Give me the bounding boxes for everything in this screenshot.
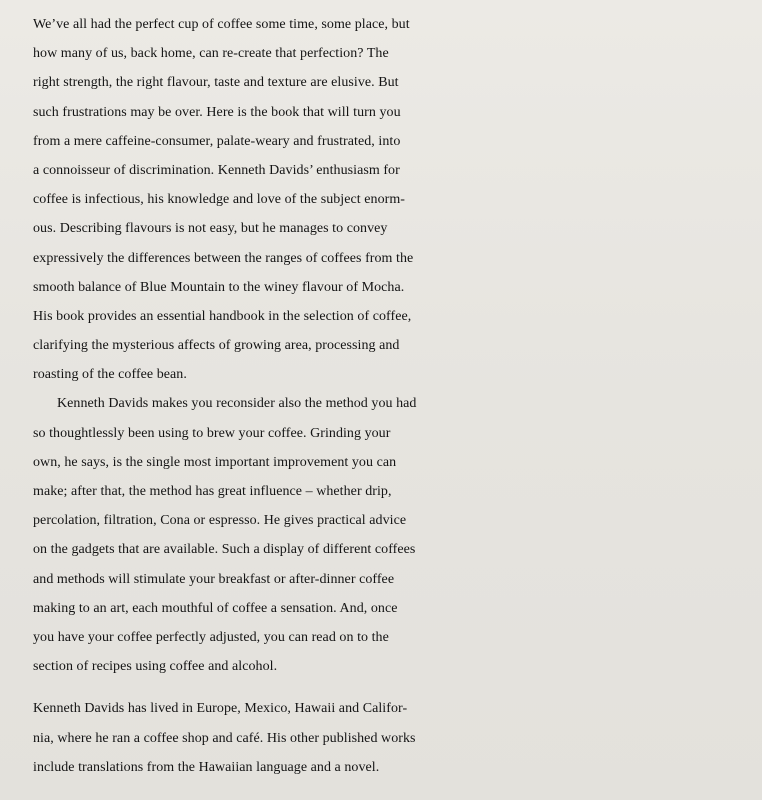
- paragraph-spacer: [33, 681, 762, 694]
- text-line: so thoughtlessly been using to brew your coffee. Grinding your: [33, 425, 391, 441]
- text-line: coffee is infectious, his knowledge and love of the subject enorm-: [33, 192, 405, 208]
- text-line: percolation, filtration, Cona or espresso. He gives practical advice: [33, 513, 407, 529]
- text-line: roasting of the coffee bean.: [33, 367, 187, 383]
- blurb-paragraph-2: [33, 389, 762, 681]
- text-line: how many of us, back home, can re-create that perfection? The: [33, 46, 389, 62]
- text-line: section of recipes using coffee and alcohol.: [33, 659, 278, 675]
- text-line: from a mere caffeine-consumer, palate-weary and frustrated, into: [33, 133, 401, 149]
- blurb-paragraph-1: [33, 10, 762, 389]
- text-line: expressively the differences between the ranges of coffees from the: [33, 250, 414, 266]
- text-line: We’ve all had the perfect cup of coffee some time, some place, but: [33, 17, 410, 32]
- author-bio-paragraph: [33, 694, 762, 782]
- text-line: ous. Describing flavours is not easy, but he manages to convey: [33, 221, 388, 237]
- text-line: own, he says, is the single most important improvement you can: [33, 454, 397, 470]
- text-line: nia, where he ran a coffee shop and café. His other published works: [33, 730, 416, 746]
- text-line: a connoisseur of discrimination. Kenneth Davids’ enthusiasm for: [33, 162, 400, 178]
- text-line: such frustrations may be over. Here is the book that will turn you: [33, 104, 401, 120]
- text-line: you have your coffee perfectly adjusted, you can read on to the: [33, 629, 389, 645]
- text-line: clarifying the mysterious affects of growing area, processing and: [33, 338, 400, 354]
- text-line: making to an art, each mouthful of coffee a sensation. And, once: [33, 600, 398, 616]
- text-line: right strength, the right flavour, taste and texture are elusive. But: [33, 75, 399, 91]
- text-line: smooth balance of Blue Mountain to the winey flavour of Mocha.: [33, 279, 405, 295]
- text-line: include translations from the Hawaiian language and a novel.: [33, 759, 380, 775]
- text-line: on the gadgets that are available. Such a display of different coffees: [33, 542, 416, 558]
- text-line: Kenneth Davids makes you reconsider also the method you had: [57, 396, 417, 412]
- text-line: make; after that, the method has great influence – whether drip,: [33, 484, 392, 499]
- text-line: Kenneth Davids has lived in Europe, Mexico, Hawaii and Califor-: [33, 701, 408, 717]
- text-line: His book provides an essential handbook in the selection of coffee,: [33, 308, 412, 324]
- text-line: and methods will stimulate your breakfast or after-dinner coffee: [33, 571, 395, 587]
